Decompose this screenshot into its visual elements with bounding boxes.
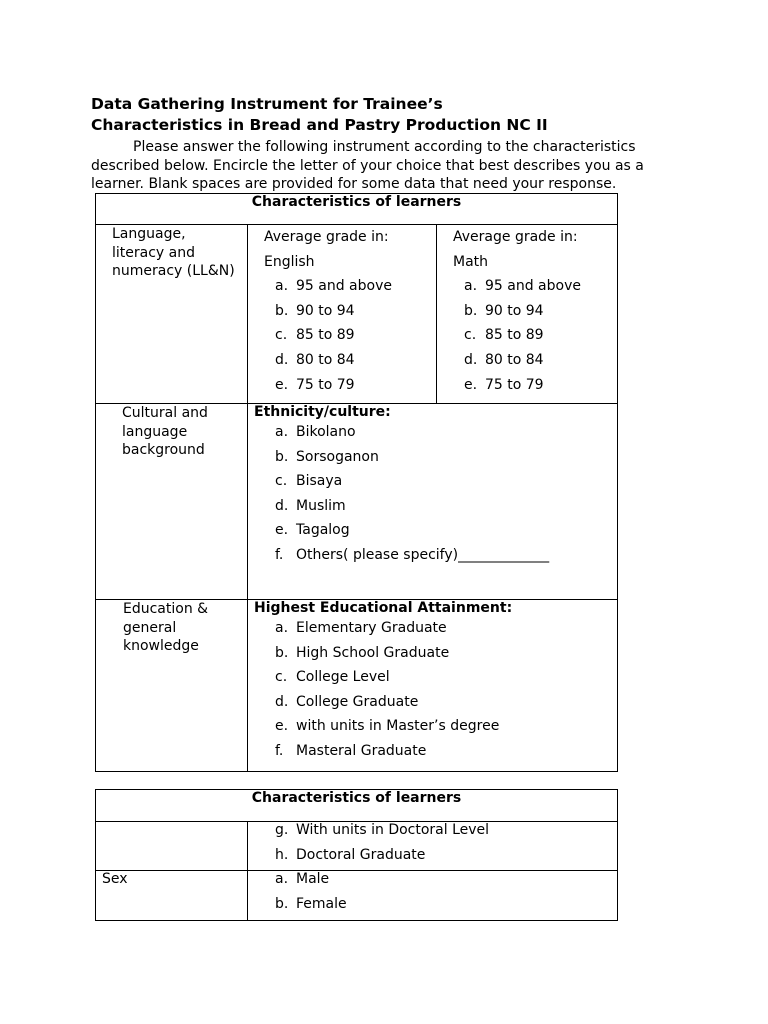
culture-label-cell [96, 404, 248, 600]
characteristics-table-1 [95, 193, 618, 772]
option-text: Sorsoganon [296, 448, 379, 465]
option-text: 80 to 84 [485, 351, 544, 368]
option-letter: b. [275, 644, 289, 661]
culture-options [248, 420, 617, 568]
education-options-cell [248, 600, 618, 772]
education-options [248, 616, 617, 764]
math-grade-cell [437, 225, 618, 404]
option-letter: f. [275, 546, 284, 563]
option-letter: c. [275, 473, 288, 490]
option-item[interactable] [248, 469, 617, 494]
option-item[interactable] [248, 892, 617, 917]
option-letter: d. [275, 693, 289, 710]
sex-label: Sex [102, 871, 128, 887]
option-item[interactable] [248, 373, 436, 398]
education-continued-label-cell [96, 822, 248, 871]
option-item[interactable] [248, 690, 617, 715]
option-text: 75 to 79 [485, 376, 544, 393]
option-text: 90 to 94 [485, 302, 544, 319]
option-item[interactable] [437, 348, 617, 373]
option-text: Female [296, 895, 347, 912]
option-text: Bikolano [296, 424, 356, 440]
option-item[interactable] [437, 323, 617, 348]
culture-label: Cultural and language background [122, 405, 208, 458]
education-heading: Highest Educational Attainment: [254, 600, 513, 616]
option-letter: a. [275, 424, 289, 440]
option-letter: e. [464, 376, 478, 393]
option-text: Tagalog [296, 522, 350, 539]
option-item[interactable] [248, 641, 617, 666]
option-text: Doctoral Graduate [296, 846, 426, 863]
option-letter: c. [464, 327, 477, 344]
education-label: Education & general knowledge [123, 601, 209, 654]
option-item[interactable] [248, 494, 617, 519]
sex-options-cell [248, 871, 618, 921]
option-item[interactable] [248, 274, 436, 299]
option-text: College Graduate [296, 693, 419, 710]
option-letter: a. [275, 620, 289, 636]
title-line-1: Data Gathering Instrument for Trainee’s [91, 95, 443, 113]
option-letter: f. [275, 742, 284, 759]
education-continued-options [248, 818, 617, 867]
option-item[interactable] [248, 818, 617, 843]
intro-paragraph [91, 138, 666, 194]
intro-text: Please answer the following instrument according to the characteristics described below. Encircle the letter of your choice that best describes you as a learner. Blank spaces are provided for some data that need your response. [91, 139, 644, 192]
option-letter: c. [275, 669, 288, 686]
option-letter: b. [275, 302, 289, 319]
option-item[interactable] [248, 714, 617, 739]
option-text: Muslim [296, 497, 346, 514]
llnd-label-cell [96, 225, 248, 404]
sex-label-cell [96, 871, 248, 921]
option-text: College Level [296, 669, 390, 686]
option-text: 85 to 89 [296, 327, 355, 344]
option-letter: d. [275, 351, 289, 368]
option-text: Bisaya [296, 473, 343, 490]
english-options [248, 274, 436, 397]
option-letter: c. [275, 327, 288, 344]
option-letter: b. [275, 895, 289, 912]
english-grade-cell [248, 225, 437, 404]
option-letter: d. [275, 497, 289, 514]
option-item[interactable] [248, 543, 617, 568]
option-text: Elementary Graduate [296, 620, 447, 636]
option-letter: e. [275, 376, 289, 393]
table-1-header: Characteristics of learners [96, 194, 618, 225]
sex-options [248, 867, 617, 916]
option-text: 95 and above [296, 278, 392, 295]
culture-heading: Ethnicity/culture: [254, 404, 391, 420]
option-letter: e. [275, 522, 289, 539]
math-subject: Math [453, 253, 489, 270]
option-letter: e. [275, 718, 289, 735]
option-letter: h. [275, 846, 289, 863]
english-heading: Average grade in: [264, 229, 389, 245]
option-item[interactable] [437, 373, 617, 398]
option-item[interactable] [248, 518, 617, 543]
education-label-cell [96, 600, 248, 772]
llnd-label: Language, literacy and numeracy (LL&N) [112, 226, 235, 279]
option-item[interactable] [248, 843, 617, 868]
option-letter: a. [275, 871, 289, 887]
option-item[interactable] [248, 739, 617, 764]
option-text: 95 and above [485, 278, 581, 295]
title-line-2: Characteristics in Bread and Pastry Production NC II [91, 116, 548, 134]
option-item[interactable] [437, 299, 617, 324]
option-text: 75 to 79 [296, 376, 355, 393]
option-item[interactable] [248, 348, 436, 373]
english-subject: English [264, 253, 315, 270]
culture-options-cell [248, 404, 618, 600]
option-letter: a. [275, 278, 289, 295]
option-item[interactable] [248, 420, 617, 445]
option-letter: g. [275, 822, 289, 838]
table-2-header: Characteristics of learners [96, 790, 618, 822]
option-item[interactable] [248, 445, 617, 470]
document-title [91, 94, 548, 136]
math-options [437, 274, 617, 397]
option-text: Male [296, 871, 330, 887]
option-text: High School Graduate [296, 644, 450, 661]
option-letter: a. [464, 278, 478, 295]
option-text: Masteral Graduate [296, 742, 427, 759]
characteristics-table-2 [95, 789, 618, 921]
option-letter: b. [275, 448, 289, 465]
option-text: Others( please specify)_____________ [296, 546, 550, 563]
option-item[interactable] [248, 323, 436, 348]
option-text: 90 to 94 [296, 302, 355, 319]
option-letter: d. [464, 351, 478, 368]
education-continued-cell [248, 822, 618, 871]
option-text: with units in Master’s degree [296, 718, 500, 735]
option-text: 85 to 89 [485, 327, 544, 344]
option-letter: b. [464, 302, 478, 319]
option-text: 80 to 84 [296, 351, 355, 368]
option-item[interactable] [248, 867, 617, 892]
option-item[interactable] [248, 665, 617, 690]
math-heading: Average grade in: [453, 229, 578, 245]
option-item[interactable] [248, 616, 617, 641]
option-item[interactable] [437, 274, 617, 299]
option-item[interactable] [248, 299, 436, 324]
option-text: With units in Doctoral Level [296, 822, 490, 838]
